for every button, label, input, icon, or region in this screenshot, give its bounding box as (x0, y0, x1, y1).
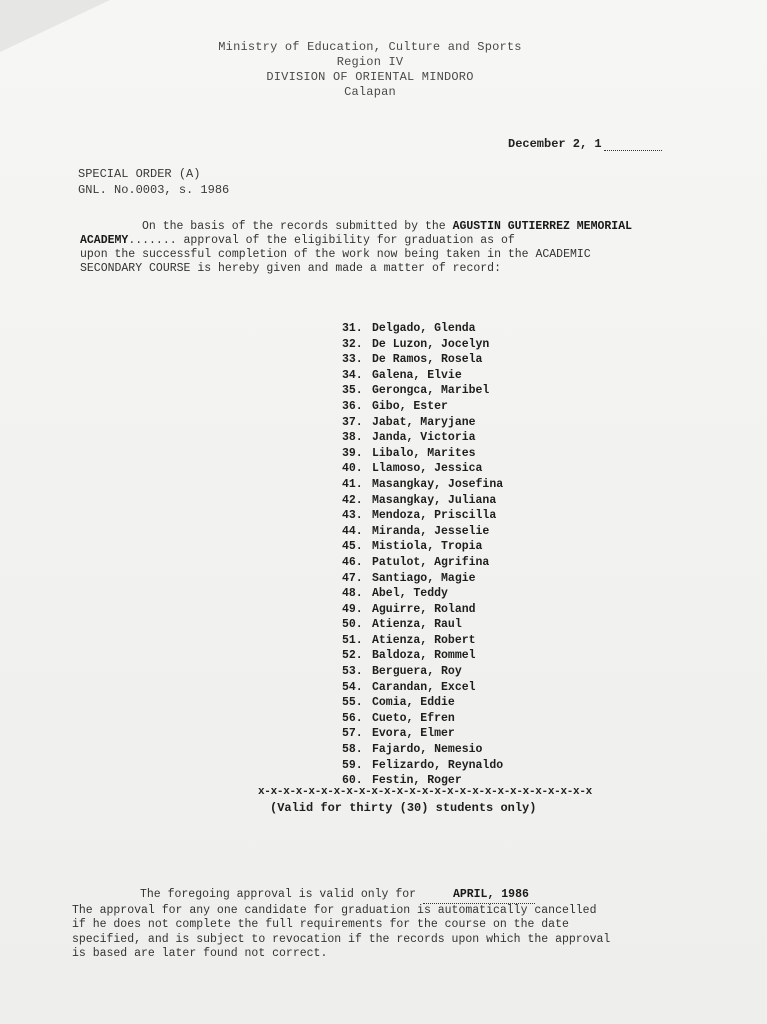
student-row (342, 617, 503, 633)
student-number: 47. (342, 571, 363, 585)
student-row (342, 571, 503, 587)
student-number: 43. (342, 509, 363, 523)
student-row (342, 758, 503, 774)
student-name: Atienza, Robert (372, 633, 476, 647)
student-row (342, 695, 503, 711)
letterhead (200, 40, 540, 100)
student-number: 32. (342, 337, 363, 351)
student-name: De Luzon, Jocelyn (372, 337, 490, 351)
letterhead-region: Region IV (336, 55, 404, 69)
student-row (342, 337, 503, 353)
school-name-part2: ACADEMY (80, 234, 129, 247)
student-row (342, 664, 503, 680)
valid-until-date: APRIL, 1986 (423, 888, 535, 904)
footer-line-1 (72, 888, 682, 904)
student-name: Delgado, Glenda (372, 322, 476, 335)
student-row (342, 524, 503, 540)
student-name: Gibo, Ester (372, 399, 448, 413)
student-name: Aguirre, Roland (372, 602, 476, 616)
student-row (342, 430, 503, 446)
footer-intro: The foregoing approval is valid only for (140, 888, 417, 901)
date-dotted-line (604, 150, 662, 151)
student-row (342, 446, 503, 462)
student-name: Jabat, Maryjane (372, 415, 476, 429)
student-name: Felizardo, Reynaldo (372, 758, 504, 772)
student-number: 48. (342, 587, 363, 601)
student-number: 52. (342, 649, 363, 663)
student-name: Fajardo, Nemesio (372, 743, 483, 757)
student-number: 36. (342, 399, 363, 413)
date-text: December 2, 1 (508, 137, 602, 151)
order-number: GNL. No.0003, s. 1986 (78, 183, 230, 197)
student-name: Cueto, Efren (372, 711, 455, 725)
student-row (342, 477, 503, 493)
student-number: 59. (342, 758, 363, 772)
paragraph-line-2-rest: ....... approval of the eligibility for graduation as of (128, 234, 515, 247)
footer-line-2: The approval for any one candidate for graduation is automatically cancelled (72, 903, 597, 917)
student-name: Llamoso, Jessica (372, 462, 483, 476)
student-name: Patulot, Agrifina (372, 555, 490, 569)
student-number: 33. (342, 353, 363, 367)
student-row (342, 633, 503, 649)
student-number: 42. (342, 493, 363, 507)
student-number: 58. (342, 743, 363, 757)
letterhead-city: Calapan (344, 85, 396, 99)
student-number: 55. (342, 696, 363, 710)
student-name: Masangkay, Josefina (372, 477, 504, 491)
student-row (342, 602, 503, 618)
student-row (342, 648, 503, 664)
student-row (342, 461, 503, 477)
student-name: Evora, Elmer (372, 727, 455, 741)
student-name: Gerongca, Maribel (372, 384, 490, 398)
student-number: 38. (342, 431, 363, 445)
student-row (342, 555, 503, 571)
validity-note: (Valid for thirty (30) students only) (270, 801, 537, 815)
student-name: De Ramos, Rosela (372, 353, 483, 367)
folded-corner (0, 0, 110, 52)
student-number: 35. (342, 384, 363, 398)
student-name: Libalo, Marites (372, 446, 476, 460)
paragraph-line-1 (80, 220, 695, 234)
student-name: Baldoza, Rommel (372, 649, 476, 663)
document-date (508, 137, 662, 151)
student-number: 54. (342, 680, 363, 694)
student-row (342, 508, 503, 524)
student-number: 34. (342, 368, 363, 382)
student-name: Abel, Teddy (372, 587, 448, 601)
student-number: 41. (342, 477, 363, 491)
paragraph-line-3: upon the successful completion of the work now being taken in the ACADEMIC (80, 248, 591, 261)
student-name: Santiago, Magie (372, 571, 476, 585)
student-row (342, 321, 503, 337)
student-number: 39. (342, 446, 363, 460)
student-number: 31. (342, 322, 363, 335)
student-number: 60. (342, 774, 363, 788)
student-number: 57. (342, 727, 363, 741)
student-row (342, 352, 503, 368)
letterhead-division: DIVISION OF ORIENTAL MINDORO (266, 70, 474, 84)
student-row (342, 539, 503, 555)
school-name-part1: AGUSTIN GUTIERREZ MEMORIAL (452, 220, 632, 233)
student-name: Atienza, Raul (372, 618, 462, 632)
order-title: SPECIAL ORDER (A) (78, 167, 201, 181)
footer-line-3: if he does not complete the full requirements for the course on the date (72, 918, 569, 931)
student-name: Carandan, Excel (372, 680, 476, 694)
letterhead-ministry: Ministry of Education, Culture and Sports (218, 40, 522, 54)
student-row (342, 726, 503, 742)
footer-paragraph (72, 888, 682, 962)
student-name: Festin, Roger (372, 774, 462, 788)
student-name: Berguera, Roy (372, 665, 462, 679)
footer-line-4: specified, and is subject to revocation if the records upon which the approval (72, 932, 611, 946)
student-number: 53. (342, 665, 363, 679)
student-number: 46. (342, 555, 363, 569)
student-row (342, 742, 503, 758)
paragraph-line-4: SECONDARY COURSE is hereby given and made a matter of record: (80, 262, 501, 275)
student-row (342, 711, 503, 727)
paragraph-line-2 (80, 234, 695, 248)
student-name: Miranda, Jesselie (372, 524, 490, 538)
footer-line-5: is based are later found not correct. (72, 947, 328, 960)
student-row (342, 383, 503, 399)
student-number: 45. (342, 540, 363, 554)
student-number: 49. (342, 602, 363, 616)
student-name: Mistiola, Tropia (372, 540, 483, 554)
student-row (342, 586, 503, 602)
student-row (342, 415, 503, 431)
paragraph-intro: On the basis of the records submitted by the (142, 220, 446, 233)
student-number: 44. (342, 524, 363, 538)
student-number: 50. (342, 618, 363, 632)
student-name: Mendoza, Priscilla (372, 509, 497, 523)
student-list (342, 321, 503, 789)
student-number: 51. (342, 633, 363, 647)
student-name: Masangkay, Juliana (372, 493, 497, 507)
student-name: Galena, Elvie (372, 368, 462, 382)
divider-line: x-x-x-x-x-x-x-x-x-x-x-x-x-x-x-x-x-x-x-x-x-x-x-x-x-x-x (258, 786, 592, 798)
student-row (342, 399, 503, 415)
student-number: 56. (342, 711, 363, 725)
student-name: Janda, Victoria (372, 431, 476, 445)
approval-paragraph (80, 220, 695, 276)
student-row (342, 680, 503, 696)
order-reference (78, 166, 229, 198)
student-name: Comia, Eddie (372, 696, 455, 710)
student-number: 40. (342, 462, 363, 476)
student-number: 37. (342, 415, 363, 429)
student-row (342, 493, 503, 509)
student-row (342, 368, 503, 384)
